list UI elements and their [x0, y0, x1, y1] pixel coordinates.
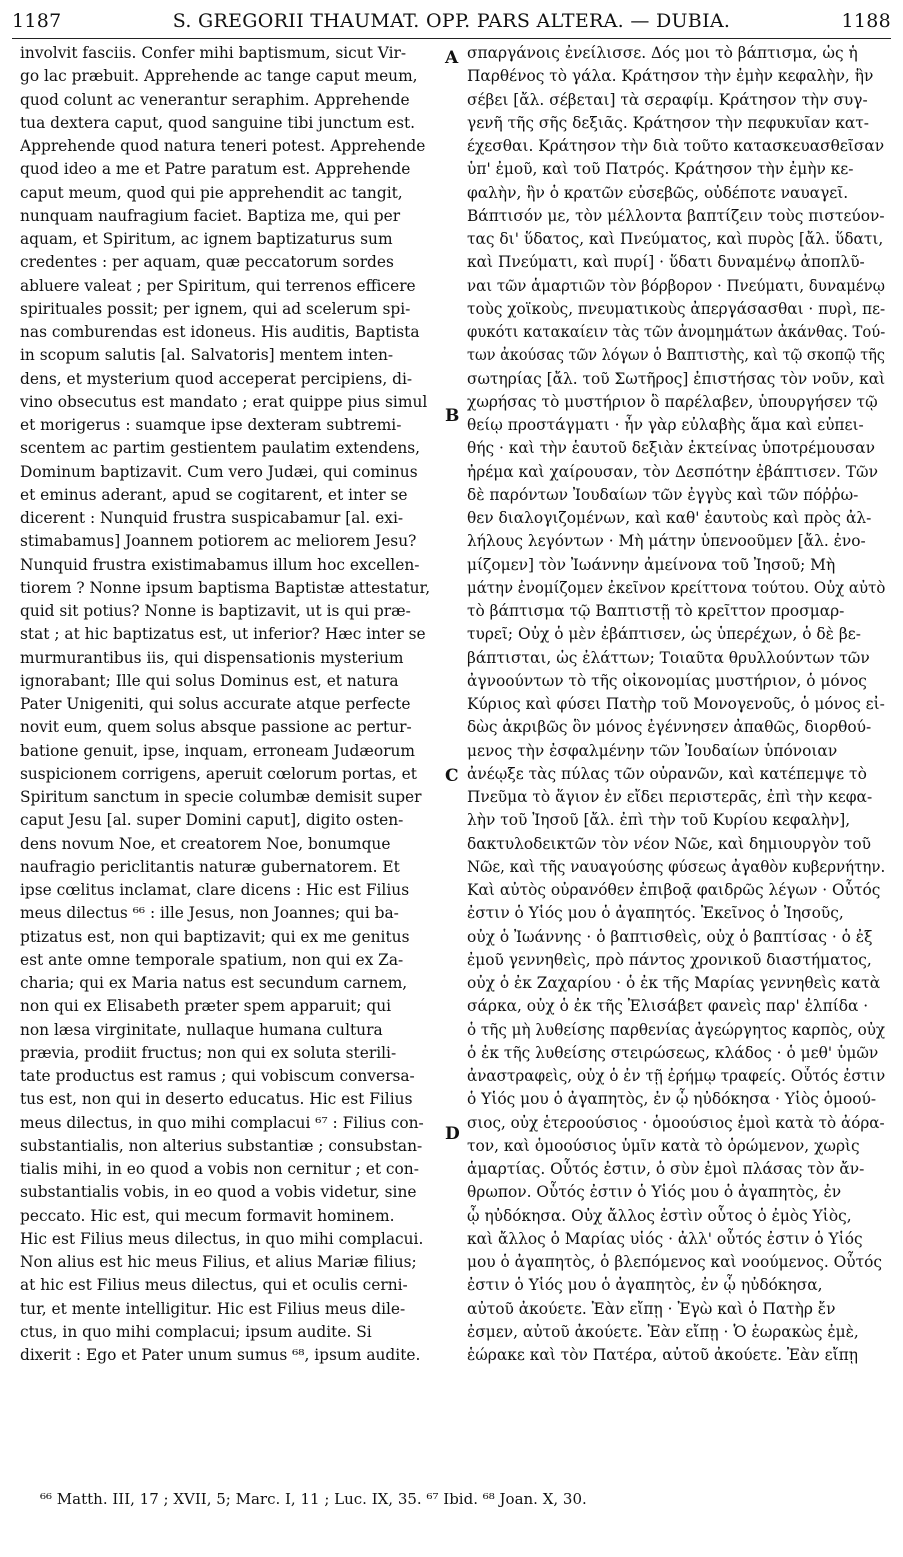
greek-text-line: τας δι' ὕδατος, καὶ Πνεύματος, καὶ πυρὸς [ἄλ. ὕδατι, [467, 230, 884, 248]
latin-text-line: non qui ex Elisabeth præter spem apparuit; qui [20, 997, 392, 1016]
latin-text-line: quod colunt ac venerantur seraphim. Apprehende [20, 90, 410, 109]
latin-text-line: Spiritum sanctum in specie columbæ demisit super [20, 788, 422, 806]
greek-text-line: οὐχ ὁ ἐκ Ζαχαρίου · ὁ ἐκ τῆς Μαρίας γεννηθεὶς κατὰ [467, 974, 881, 992]
greek-text-line: Νῶε, καὶ τῆς ναυαγούσης φύσεως ἀγαθὸν κυβερνήτην. [467, 857, 885, 876]
greek-text-line: τὸ βάπτισμα τῷ Βαπτιστῇ τὸ κρεῖττον προσμαρ- [467, 602, 845, 620]
page-number-right: 1188 [841, 10, 891, 32]
running-title: S. GREGORII THAUMAT. OPP. PARS ALTERA. — DUBIA. [172, 10, 731, 32]
latin-text-line: dens novum Noe, et creatorem Noe, bonumque [20, 834, 391, 853]
margin-marker-d: D [445, 1124, 460, 1144]
greek-text-line: δὲ παρόντων Ἰουδαίων τῶν ἐγγὺς καὶ τῶν πόῤῥω- [467, 485, 859, 504]
latin-text-line: at hic est Filius meus dilectus, qui et oculis cerni- [20, 1276, 408, 1295]
latin-text-line: quid sit potius? Nonne is baptizavit, ut is qui præ- [20, 602, 411, 620]
greek-text-line: Καὶ αὐτὸς οὐρανόθεν ἐπιβοᾷ φαιδρῶς λέγων · Οὗτός [467, 881, 881, 899]
greek-text-line: μίζομεν] τὸν Ἰωάννην ἀμείνονα τοῦ Ἰησοῦ; Μὴ [467, 555, 836, 574]
greek-text-line: σιος, οὐχ ἑτεροούσιος · ὁμοούσιος ἐμοὶ κατὰ τὸ ἀόρα- [467, 1113, 885, 1132]
greek-text-line: καὶ Πνεύματι, καὶ πυρί] · ὕδατι δυναμένῳ ἀποπλῦ- [467, 253, 865, 272]
latin-text-line: aquam, et Spiritum, ac ignem baptizaturus sum [20, 230, 393, 248]
latin-text-line: meus dilectus, in quo mihi complacui ⁶⁷ : Filius con- [20, 1113, 424, 1132]
greek-text-line: θής · καὶ τὴν ἑαυτοῦ δεξιὰν ἐκτείνας ὑποτρέμουσαν [467, 439, 875, 458]
latin-text-line: stat ; at hic baptizatus est, ut inferior? Hæc inter se [20, 625, 426, 644]
greek-text-line: γενῆ τῆς σῆς δεξιᾶς. Κράτησον τὴν πεφυκυῖαν κατ- [467, 113, 869, 132]
latin-text-line: peccato. Hic est, qui mecum formavit hominem. [20, 1206, 395, 1225]
latin-text-line: vino obsecutus est mandato ; erat quippe pius simul [20, 392, 428, 411]
latin-text-line: Dominum baptizavit. Cum vero Judæi, qui cominus [20, 462, 418, 481]
latin-text-line: novit eum, quem solus absque passione ac pertur- [20, 718, 412, 737]
greek-text-line: θεν διαλογιζομένων, καὶ καθ' ἑαυτοὺς καὶ πρὸς ἀλ- [467, 509, 872, 527]
latin-text-line: scentem ac partim gestientem paulatim extendens, [20, 439, 421, 458]
latin-text-line: ipse cœlitus inclamat, clare dicens : Hic est Filius [20, 881, 410, 899]
latin-text-line: ignorabant; Ille qui solus Dominus est, et natura [20, 671, 399, 690]
greek-text-line: Πνεῦμα τὸ ἅγιον ἐν εἴδει περιστερᾶς, ἐπὶ τὴν κεφα- [467, 788, 873, 806]
latin-text-line: substantialis, non alterius substantiæ ; consubstan- [20, 1136, 423, 1155]
latin-text-line: non læsa virginitate, nullaque humana cultura [20, 1020, 383, 1039]
margin-marker-a: A [445, 48, 459, 68]
latin-text-line: ctus, in quo mihi complacui; ipsum audite. Si [20, 1322, 372, 1341]
greek-text-line: λήλους λεγόντων · Μὴ μάτην ὑπενοοῦμεν [ἄλ. ἐνο- [467, 532, 866, 551]
greek-text-line: ἀναστραφεὶς, οὐχ ὁ ἐν τῇ ἐρήμῳ τραφείς. Οὗτός ἐστιν [467, 1067, 885, 1085]
latin-text-line: quod ideo a me et Patre paratum est. Apprehende [20, 160, 411, 179]
latin-text-line: Pater Unigeniti, qui solus accurate atque perfecte [20, 695, 411, 713]
latin-text-line: nas comburendas est idoneus. His auditis, Baptista [20, 323, 420, 341]
latin-text-line: nunquam naufragium faciet. Baptiza me, qui per [20, 206, 401, 225]
greek-text-line: μου ὁ ἀγαπητὸς, ὁ βλεπόμενος καὶ νοούμενος. Οὗτός [467, 1253, 883, 1271]
margin-marker-b: B [445, 406, 460, 426]
greek-text-line: τυρεῖ; Οὐχ ὁ μὲν ἐβάπτισεν, ὡς ὑπερέχων, ὁ δὲ βε- [467, 625, 861, 644]
latin-text-line: est ante omne temporale spatium, non qui ex Za- [20, 950, 404, 969]
latin-text-line: dixerit : Ego et Pater unum sumus ⁶⁸, ipsum audite. [20, 1346, 421, 1364]
greek-text-line: καὶ ἄλλος ὁ Μαρίας υἱός · ἀλλ' οὗτός ἐστιν ὁ Υἱός [467, 1229, 863, 1248]
latin-text-line: batione genuit, ipse, inquam, erroneam Judæorum [20, 741, 416, 760]
greek-text-line: ἁμαρτίας. Οὗτός ἐστιν, ὁ σὺν ἐμοὶ πλάσας τὸν ἄν- [467, 1160, 865, 1178]
greek-text-line: ὁ ἐκ τῆς λυθείσης στειρώσεως, κλάδος · ὁ μεθ' ὑμῶν [467, 1043, 879, 1062]
margin-marker-c: C [445, 766, 459, 786]
greek-text-line: σωτηρίας [ἄλ. τοῦ Σωτῆρος] ἐπιστήσας τὸν νοῦν, καὶ [467, 369, 885, 388]
latin-text-line: naufragio periclitantis naturæ gubernatorem. Et [20, 857, 400, 876]
greek-text-line: σπαργάνοις ἐνείλισσε. Δός μοι τὸ βάπτισμα, ὡς ἡ [467, 44, 858, 62]
latin-text-line: dicerent : Nunquid frustra suspicabamur [al. exi- [20, 509, 404, 527]
latin-text-line: Non alius est hic meus Filius, et alius Mariæ filius; [20, 1253, 417, 1271]
latin-text-line: Apprehende quod natura teneri potest. Apprehende [20, 137, 426, 155]
greek-text-line: θείῳ προστάγματι · ἦν γὰρ εὐλαβὴς ἅμα καὶ εὐπει- [467, 416, 864, 434]
latin-text-line: abluere valeat ; per Spiritum, qui terrenos efficere [20, 276, 416, 295]
latin-text-line: tate productus est ramus ; qui vobiscum conversa- [20, 1067, 415, 1085]
greek-text-line: έχεσθαι. Κράτησον τὴν διὰ τοῦτο κατασκευασθεῖσαν [467, 137, 885, 155]
latin-text-line: dens, et mysterium quod acceperat percipiens, di- [20, 369, 413, 388]
greek-text-line: ἐστιν ὁ Υἱός μου ὁ ἀγαπητός. Ἐκεῖνος ὁ Ἰησοῦς, [467, 904, 844, 923]
greek-text-line: μενος τὴν ἐσφαλμένην τῶν Ἰουδαίων ὑπόνοιαν [467, 741, 838, 760]
latin-text-line: ptizatus est, non qui baptizavit; qui ex me genitus [20, 927, 410, 946]
greek-text-line: ὑπ' ἐμοῦ, καὶ τοῦ Πατρός. Κράτησον τὴν ἐμὴν κε- [467, 160, 854, 179]
greek-text-line: θρωπον. Οὗτός ἐστιν ὁ Υἱός μου ὁ ἀγαπητὸς, ἐν [467, 1183, 842, 1202]
latin-text-line: tua dextera caput, quod sanguine tibi junctum est. [20, 113, 416, 132]
greek-text-line: μάτην ἐνομίζομεν ἐκεῖνον κρείττονα τούτου. Οὐχ αὐτὸ [467, 578, 885, 597]
greek-text-line: φυκότι κατακαίειν τὰς τῶν ἀνομημάτων ἀκάνθας. Τού- [467, 323, 885, 341]
greek-text-line: ἐμοῦ γεννηθεὶς, πρὸ πάντος χρονικοῦ διαστήματος, [467, 950, 872, 969]
greek-text-line: χωρήσας τὸ μυστήριον ὃ παρέλαβεν, ὑπουργήσεν τῷ [467, 392, 878, 411]
greek-text-line: σέβει [ἄλ. σέβεται] τὰ σεραφίμ. Κράτησον τὴν συγ- [467, 90, 868, 109]
greek-text-line: ἐστιν ὁ Υἱός μου ὁ ἀγαπητὸς, ἐν ᾧ ηὐδόκησα, [467, 1276, 823, 1295]
latin-text-line: go lac præbuit. Apprehende ac tange caput meum, [20, 67, 418, 86]
latin-text-line: substantialis vobis, in eo quod a vobis videtur, sine [20, 1183, 417, 1202]
greek-text-line: τον, καὶ ὁμοούσιος ὑμῖν κατὰ τὸ ὁρώμενον, χωρὶς [467, 1136, 860, 1155]
greek-text-line: ἠρέμα καὶ χαίρουσαν, τὸν Δεσπότην ἐβάπτισεν. Τῶν [467, 462, 878, 481]
greek-text-line: φαλὴν, ἣν ὁ κρατῶν εὐσεβῶς, οὐδέποτε ναυαγεῖ. [467, 183, 849, 202]
greek-text-line: ᾧ ηὐδόκησα. Οὐχ ἄλλος ἐστὶν οὗτος ὁ ἐμὸς Υἱὸς, [467, 1206, 852, 1225]
latin-text-line: spirituales possit; per ignem, qui ad scelerum spi- [20, 299, 411, 318]
latin-text-line: caput Jesu [al. super Domini caput], digito osten- [20, 811, 404, 830]
latin-text-line: murmurantibus iis, qui dispensationis mysterium [20, 648, 404, 667]
greek-column [467, 42, 885, 1497]
latin-text-line: tiorem ? Nonne ipsum baptisma Baptistæ attestatur, [20, 578, 431, 597]
greek-text-line: βάπτισται, ὡς ἐλάττων; Τοιαῦτα θρυλλούντων τῶν [467, 648, 870, 667]
greek-text-line: των ἀκούσας τῶν λόγων ὁ Βαπτιστὴς, καὶ τῷ σκοπῷ τῆς [467, 346, 885, 365]
greek-text-line: οὐχ ὁ Ἰωάννης · ὁ βαπτισθεὶς, οὐχ ὁ βαπτίσας · ὁ ἐξ [467, 927, 873, 946]
greek-text-line: Βάπτισόν με, τὸν μέλλοντα βαπτίζειν τοὺς πιστεύον- [467, 206, 885, 225]
latin-text-line: tus est, non qui in deserto educatus. Hic est Filius [20, 1090, 413, 1109]
latin-text-line: tur, et mente intelligitur. Hic est Filius meus dile- [20, 1299, 406, 1318]
latin-text-line: suspicionem corrigens, aperuit cœlorum portas, et [20, 764, 417, 783]
latin-text-line: tialis mihi, in eo quod a vobis non cernitur ; et con- [20, 1160, 419, 1178]
greek-text-line: δακτυλοδεικτῶν τὸν νέον Νῶε, καὶ δημιουργὸν τοῦ [467, 834, 872, 853]
latin-column [20, 42, 440, 1497]
latin-text-line: et morigerus : suamque ipse dexteram subtremi- [20, 416, 402, 434]
greek-text-line: τοὺς χοϊκοὺς, πνευματικοὺς ἀπεργάσασθαι · πυρὶ, πε- [467, 299, 885, 318]
greek-text-line: Παρθένος τὸ γάλα. Κράτησον τὴν ἐμὴν κεφαλὴν, ἣν [467, 67, 874, 86]
footnotes: ⁶⁶ Matth. III, 17 ; XVII, 5; Marc. I, 11 ; Luc. IX, 35. ⁶⁷ Ibid. ⁶⁸ Joan. X, 30. [40, 1490, 587, 1508]
latin-text-line: caput meum, quod qui pie apprehendit ac tangit, [20, 183, 403, 202]
header-rule [12, 38, 891, 39]
latin-text-line: involvit fasciis. Confer mihi baptismum, sicut Vir- [20, 44, 407, 62]
greek-text-line: λὴν τοῦ Ἰησοῦ [ἄλ. ἐπὶ τὴν τοῦ Κυρίου κεφαλὴν], [467, 811, 851, 830]
latin-text-line: charia; qui ex Maria natus est secundum carnem, [20, 974, 408, 992]
latin-text-line: Nunquid frustra existimabamus illum hoc excellen- [20, 555, 420, 574]
latin-text-line: et eminus aderant, apud se cogitarent, et inter se [20, 485, 408, 504]
page-number-left: 1187 [12, 10, 62, 32]
greek-text-line: σάρκα, οὐχ ὁ ἐκ τῆς Ἐλισάβετ φανεὶς παρ' ἐλπίδα · [467, 997, 869, 1016]
latin-text-line: Hic est Filius meus dilectus, in quo mihi complacui. [20, 1229, 424, 1248]
latin-text-line: stimabamus] Joannem potiorem ac meliorem Jesu? [20, 532, 417, 551]
greek-text-line: ὁ τῆς μὴ λυθείσης παρθενίας ἀγεώργητος καρπὸς, οὐχ [467, 1020, 885, 1039]
greek-text-line: Κύριος καὶ φύσει Πατὴρ τοῦ Μονογενοῦς, ὁ μόνος εἰ- [467, 695, 885, 713]
greek-text-line: ναι τῶν ἁμαρτιῶν τὸν βόρβορον · Πνεύματι, δυναμένῳ [467, 276, 885, 295]
latin-text-line: prævia, prodiit fructus; non qui ex soluta sterili- [20, 1043, 397, 1062]
greek-text-line: αὐτοῦ ἀκούετε. Ἐὰν εἴπῃ · Ἐγὼ καὶ ὁ Πατὴρ ἔν [467, 1299, 836, 1318]
greek-text-line: ἐσμεν, αὐτοῦ ἀκούετε. Ἐὰν εἴπῃ · Ὁ ἑωρακὼς ἐμὲ, [467, 1322, 859, 1341]
latin-text-line: in scopum salutis [al. Salvatoris] mentem inten- [20, 346, 394, 365]
latin-text-line: credentes : per aquam, quæ peccatorum sordes [20, 253, 394, 272]
latin-text-line: meus dilectus ⁶⁶ : ille Jesus, non Joannes; qui ba- [20, 904, 399, 923]
greek-text-line: δὼς ἀκριβῶς ὃν μόνος ἐγέννησεν ἀπαθῶς, διορθού- [467, 718, 872, 737]
greek-text-line: ἀγνοούντων τὸ τῆς οἰκονομίας μυστήριον, ὁ μόνος [467, 671, 867, 690]
greek-text-line: ἀνέῳξε τὰς πύλας τῶν οὐρανῶν, καὶ κατέπεμψε τὸ [467, 764, 867, 783]
greek-text-line: ἑώρακε καὶ τὸν Πατέρα, αὐτοῦ ἀκούετε. Ἐὰν εἴπῃ [467, 1346, 859, 1364]
greek-text-line: ὁ Υἱός μου ὁ ἀγαπητὸς, ἐν ᾧ ηὐδόκησα · Υἱὸς ὁμοού- [467, 1090, 877, 1109]
